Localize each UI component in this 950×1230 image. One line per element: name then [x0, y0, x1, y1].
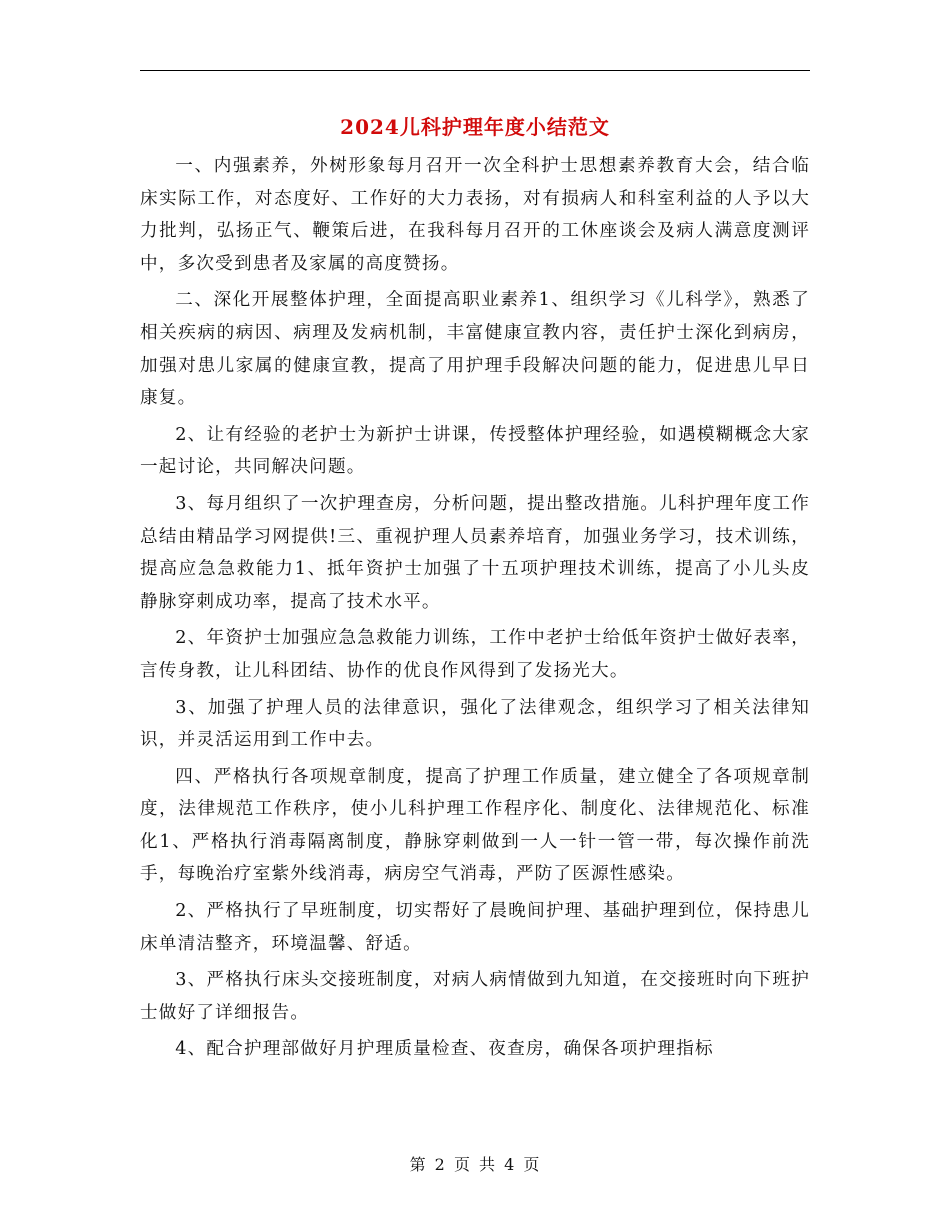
paragraph-7: 四、严格执行各项规章制度，提高了护理工作质量，建立健全了各项规章制度，法律规范工作秩序，使小儿科护理工作程序化、制度化、法律规范化、标准化1、严格执行消毒隔离制度，静脉穿刺做到一人一针一管一带，每次操作前洗手，每晚治疗室紫外线消毒，病房空气消毒，严防了医源性感染。 [140, 766, 810, 885]
paragraph-5: 2、年资护士加强应急急救能力训练，工作中老护士给低年资护士做好表率，言传身教，让儿科团结、协作的优良作风得到了发扬光大。 [140, 628, 810, 681]
paragraph-3: 2、让有经验的老护士为新护士讲课，传授整体护理经验，如遇模糊概念大家一起讨论，共同解决问题。 [140, 424, 810, 478]
paragraph-9: 3、严格执行床头交接班制度，对病人病情做到九知道，在交接班时向下班护士做好了详细报告。 [140, 970, 810, 1023]
paragraph-10: 4、配合护理部做好月护理质量检查、夜查房，确保各项护理指标 [175, 1039, 714, 1060]
paragraph-1: 一、内强素养，外树形象每月召开一次全科护士思想素养教育大会，结合临床实际工作，对态度好、工作好的大力表扬，对有损病人和科室利益的人予以大力批判，弘扬正气、鞭策后进，在我科每月召开的工休座谈会及病人满意度测评中，多次受到患者及家属的高度赞扬。 [140, 156, 810, 274]
paragraph-6: 3、加强了护理人员的法律意识，强化了法律观念，组织学习了相关法律知识，并灵活运用到工作中去。 [140, 697, 810, 751]
document-body [140, 150, 810, 1070]
page-number-footer: 第 2 页 共 4 页 [409, 1155, 541, 1174]
header-rule [140, 70, 810, 71]
document-title: 2024儿科护理年度小结范文 [340, 115, 610, 139]
paragraph-4: 3、每月组织了一次护理查房，分析问题，提出整改措施。儿科护理年度工作总结由精品学习网提供!三、重视护理人员素养培育，加强业务学习，技术训练，提高应急急救能力1、抵年资护士加强了十五项护理技术训练，提高了小儿头皮静脉穿刺成功率，提高了技术水平。 [140, 493, 810, 612]
paragraph-8: 2、严格执行了早班制度，切实帮好了晨晚间护理、基础护理到位，保持患儿床单清洁整齐，环境温馨、舒适。 [140, 901, 810, 954]
paragraph-2: 二、深化开展整体护理，全面提高职业素养1、组织学习《儿科学》，熟悉了相关疾病的病因、病理及发病机制，丰富健康宣教内容，责任护士深化到病房，加强对患儿家属的健康宣教，提高了用护理手段解决问题的能力，促进患儿早日康复。 [140, 290, 810, 409]
